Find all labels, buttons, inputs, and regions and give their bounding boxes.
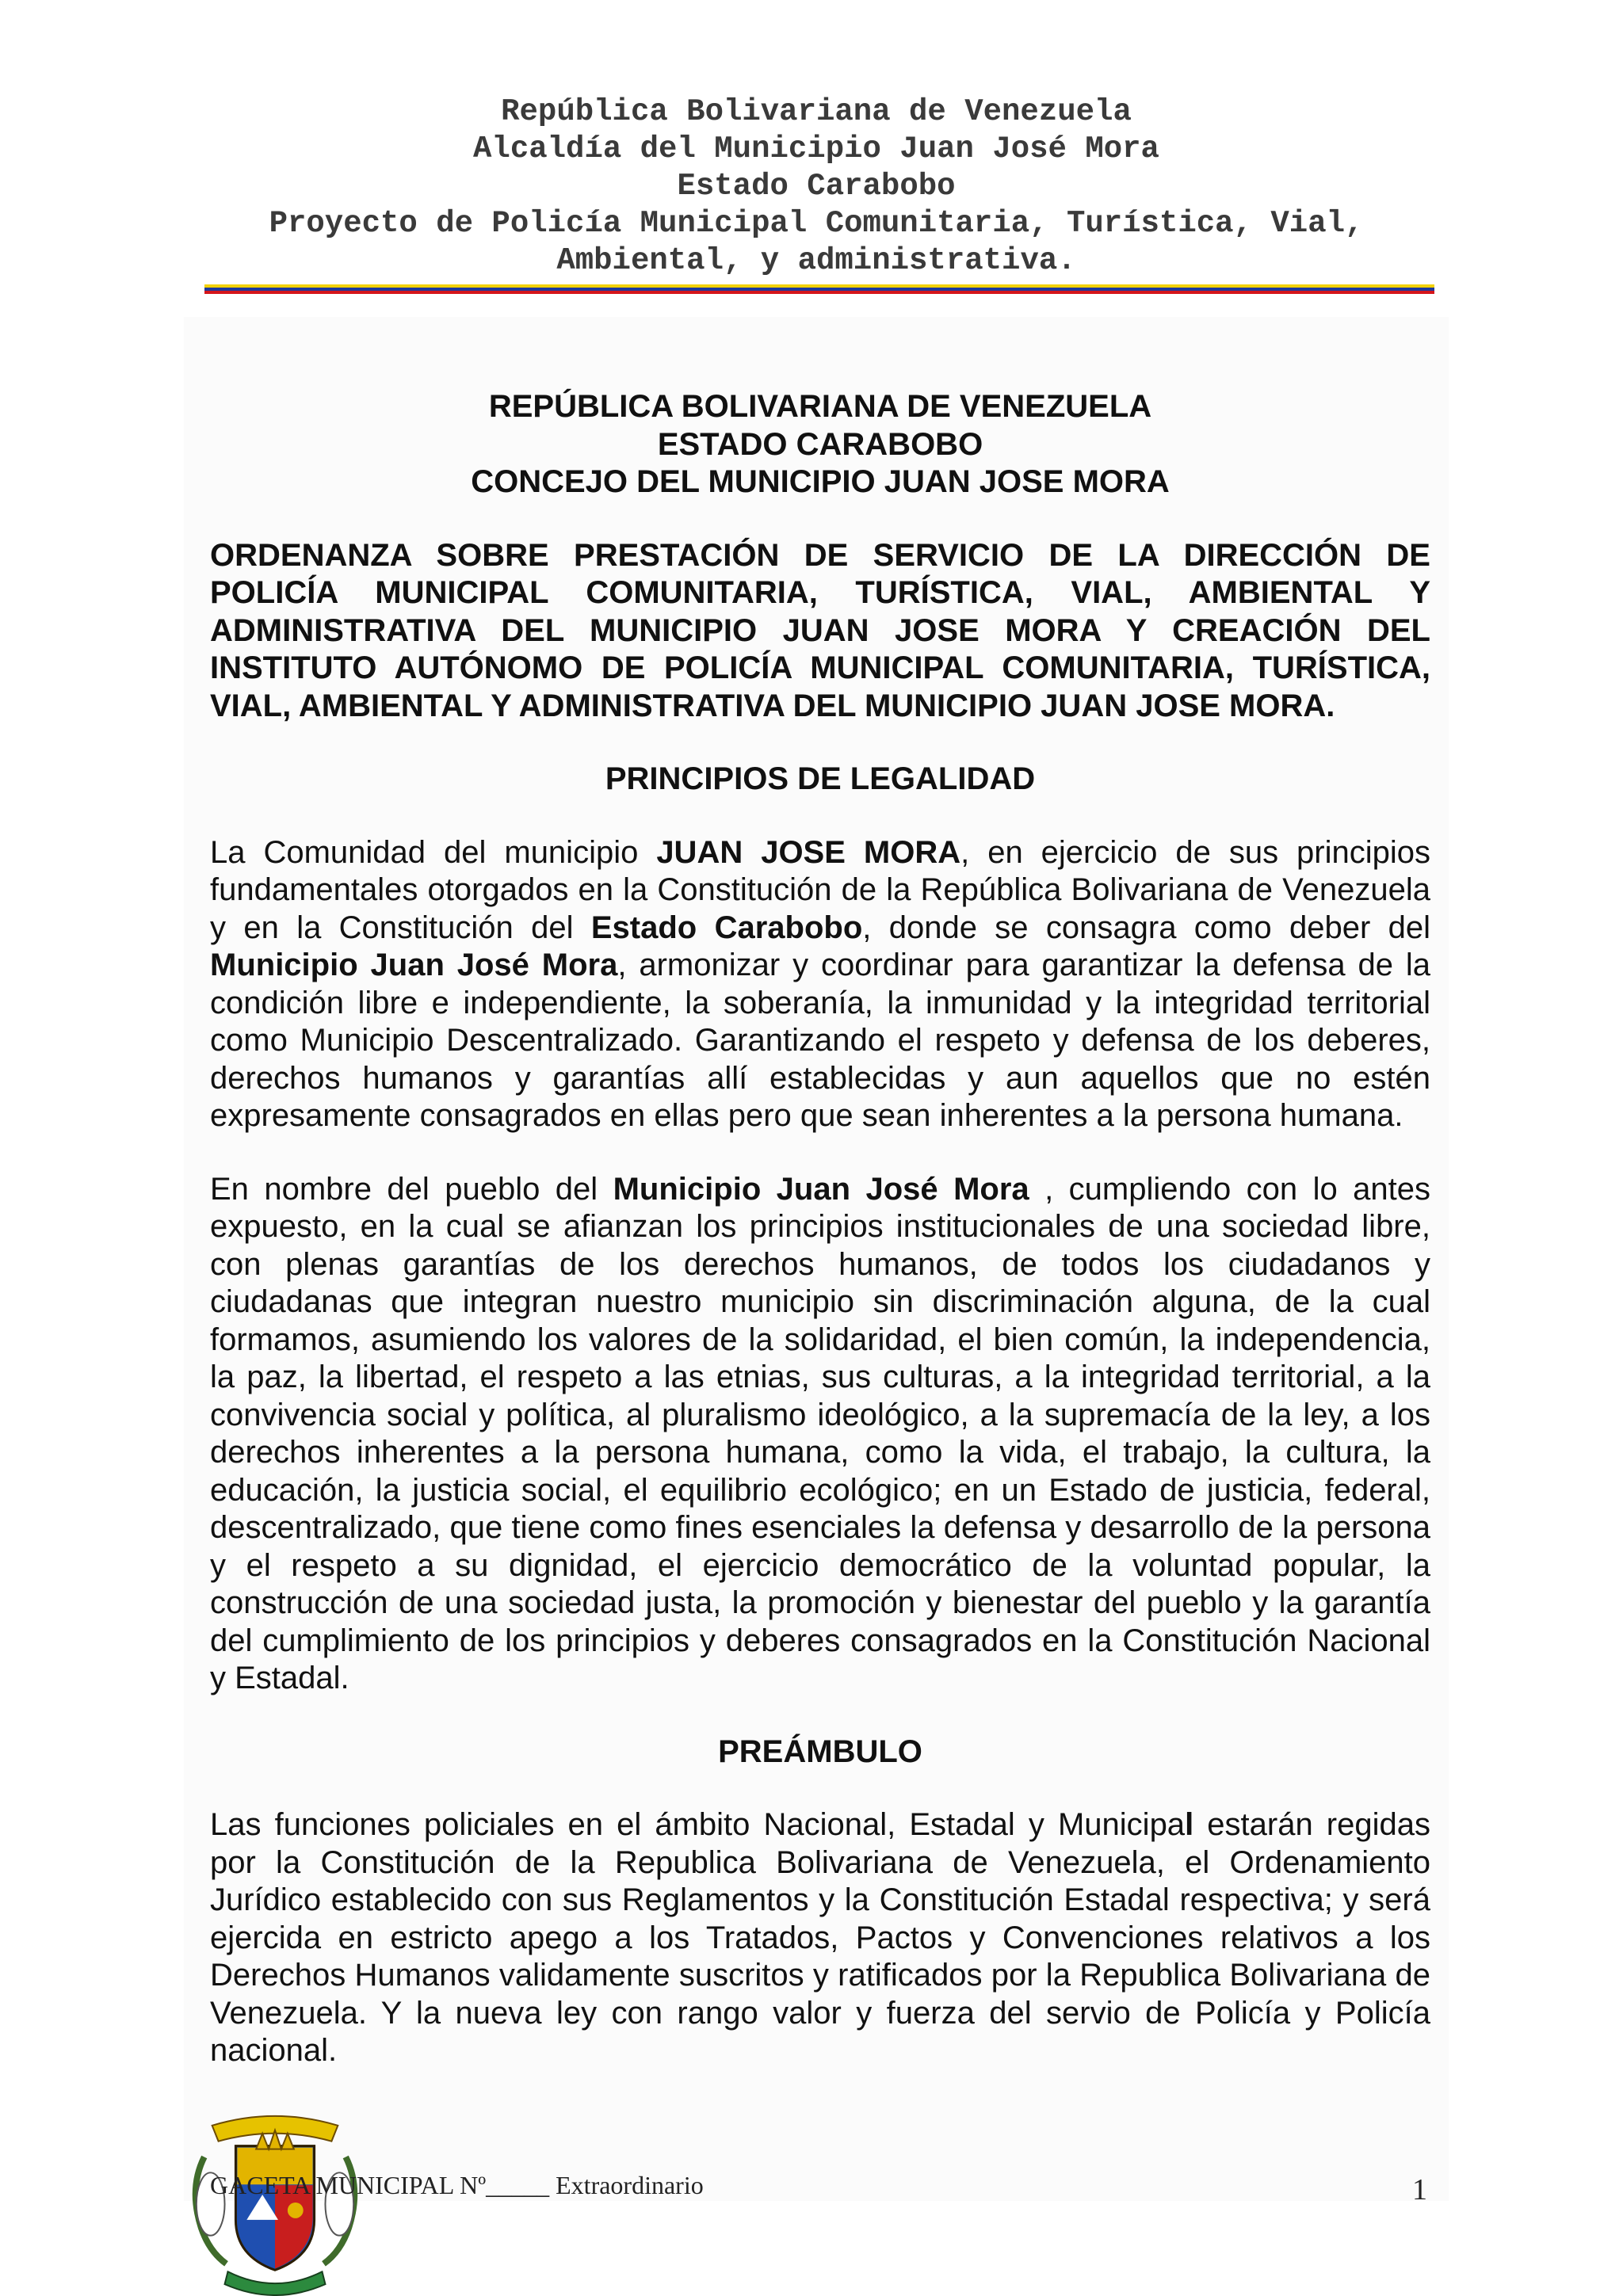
bold-run: Municipio Juan José Mora [210, 948, 618, 982]
bold-run: l [1185, 1807, 1194, 1842]
document-title [210, 388, 1430, 502]
municipal-crest-icon [181, 2109, 369, 2296]
flag-stripes-divider [204, 284, 1434, 294]
text-run: Las funciones policiales en el ámbito Nacional, Estadal y Municipa [210, 1807, 1186, 1842]
text-run: , armonizar y coordinar para garantizar la defensa de la condición libre e independiente, la soberanía, la inmunidad y la integridad territorial como Municipio Descentralizado. Garantizando el respeto y defensa de los deberes, derechos humanos y garantías allí establecidas y aun aquellos que no estén expresamente consagrados en ellas pero que sean inherentes a la persona humana. [210, 948, 1430, 1133]
letterhead-line-2: Alcaldía del Municipio Juan José Mora [473, 132, 1159, 166]
paragraph-legalidad-1 [210, 834, 1430, 1135]
text-run: , cumpliendo con lo antes expuesto, en la cual se afianzan los principios institucionales de una sociedad libre, con plenas garantías de los derechos humanos, de todos los ciudadanos y ciudadanas que integran nuestro municipio sin discriminación alguna, de la cual formamos, asumiendo los valores de la solidaridad, el bien común, la independencia, la paz, la libertad, el respeto a las etnias, sus culturas, a la integridad territorial, a la convivencia social y política, al pluralismo ideológico, a la supremacía de la ley, a los derechos inherentes a la persona humana, como la vida, el trabajo, la cultura, la educación, la justicia social, el equilibrio ecológico; en un Estado de justicia, federal, descentralizado, que tiene como fines esenciales la defensa y desarrollo de la persona y el respeto a su dignidad, el ejercicio democrático de la voluntad popular, la construcción de una sociedad justa, la promoción y bienestar del pueblo y la garantía del cumplimiento de los principios y deberes consagrados en la Constitución Nacional y Estadal. [210, 1171, 1430, 1695]
text-run: estarán regidas por la Constitución de la Republica Bolivariana de Venezuela, el Ordenamiento Jurídico establecido con sus Reglamentos y la Constitución Estadal respectiva; y será ejercida en estricto apego a los Tratados, Pactos y Convenciones relativos a los Derechos Humanos validamente suscritos y ratificados por la Republica Bolivariana de Venezuela. Y la nueva ley con rango valor y fuerza del servio de Policía y Policía nacional. [210, 1807, 1430, 2068]
text-run: La Comunidad del municipio [210, 834, 657, 870]
title-line-2: ESTADO CARABOBO [657, 426, 983, 462]
text-run: , en ejercicio de sus principios fundamentales otorgados en la Constitución de la República Bolivariana de Venezuela y en la Constitución del [210, 834, 1431, 945]
bold-run: Estado Carabobo [590, 910, 863, 945]
bold-run: JUAN JOSE MORA [656, 834, 961, 870]
text-run: , donde se consagra como deber del [862, 910, 1430, 945]
bold-run: Municipio Juan José Mora [613, 1171, 1029, 1207]
flag-stripe-red [204, 291, 1434, 294]
letterhead-line-5: Ambiental, y administrativa. [556, 243, 1076, 278]
section-heading-preambulo: PREÁMBULO [718, 1733, 922, 1769]
letterhead-line-1: República Bolivariana de Venezuela [501, 94, 1132, 129]
document-body [210, 388, 1430, 2070]
page-number: 1 [1412, 2173, 1427, 2206]
gazette-footer: GACETA MUNICIPAL Nº_____ Extraordinario [210, 2171, 704, 2199]
title-line-3: CONCEJO DEL MUNICIPIO JUAN JOSE MORA [471, 464, 1170, 499]
text-run: En nombre del pueblo del [210, 1171, 613, 1207]
section-heading-legalidad: PRINCIPIOS DE LEGALIDAD [605, 761, 1036, 796]
title-line-1: REPÚBLICA BOLIVARIANA DE VENEZUELA [488, 389, 1152, 424]
paragraph-legalidad-2 [210, 1171, 1430, 1698]
letterhead-line-4: Proyecto de Policía Municipal Comunitaria, Turística, Vial, [269, 206, 1364, 241]
paragraph-preambulo [210, 1806, 1430, 2070]
letterhead-line-3: Estado Carabobo [677, 169, 956, 204]
letterhead [198, 93, 1434, 280]
ordinance-title: ORDENANZA SOBRE PRESTACIÓN DE SERVICIO DE LA DIRECCIÓN DE POLICÍA MUNICIPAL COMUNITARIA, TURÍSTICA, VIAL, AMBIENTAL Y ADMINISTRATIVA DEL MUNICIPIO JUAN JOSE MORA Y CREACIÓN DEL INSTITUTO AUTÓNOMO DE POLICÍA MUNICIPAL COMUNITARIA, TURÍSTICA, VIAL, AMBIENTAL Y ADMINISTRATIVA DEL MUNICIPIO JUAN JOSE MORA. [210, 537, 1430, 723]
